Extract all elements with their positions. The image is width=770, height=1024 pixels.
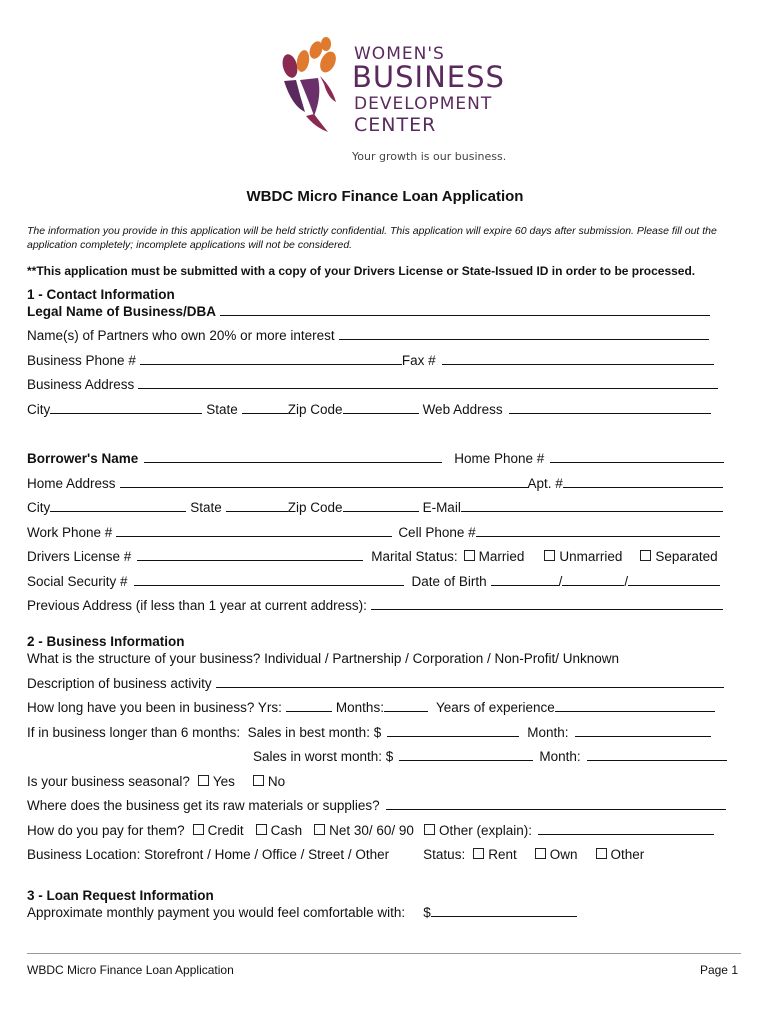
- cell-phone-label: Cell Phone #: [398, 525, 476, 540]
- unmarried-label: Unmarried: [559, 549, 623, 564]
- seasonal-row: [27, 774, 285, 789]
- work-phone-row: [27, 525, 720, 540]
- best-month-label: If in business longer than 6 months: Sales in best month: $: [27, 725, 382, 740]
- description-field[interactable]: [216, 686, 724, 688]
- business-state-field[interactable]: [242, 412, 288, 414]
- worst-month-month-label: Month:: [539, 749, 581, 764]
- dob-day-field[interactable]: [562, 584, 624, 586]
- business-address-field[interactable]: [138, 387, 718, 389]
- home-phone-label: Home Phone #: [454, 451, 545, 466]
- description-row: [27, 676, 724, 691]
- seasonal-yes-label: Yes: [212, 774, 235, 789]
- section-business-title: 2 - Business Information: [27, 634, 185, 649]
- dob-slash-2: /: [624, 574, 629, 589]
- business-state-label: State: [206, 402, 238, 417]
- raw-materials-label: Where does the business get its raw materials or supplies?: [27, 798, 380, 813]
- married-checkbox[interactable]: [464, 550, 475, 561]
- partners-label: Name(s) of Partners who own 20% or more interest: [27, 328, 335, 343]
- borrower-name-field[interactable]: [144, 461, 442, 463]
- logo-line-business: BUSINESS: [352, 60, 505, 94]
- monthly-payment-label: Approximate monthly payment you would feel comfortable with:: [27, 905, 406, 920]
- description-label: Description of business activity: [27, 676, 212, 691]
- best-month-month-label: Month:: [527, 725, 569, 740]
- location-label[interactable]: Business Location: Storefront / Home / Office / Street / Other: [27, 847, 390, 862]
- ssn-label: Social Security #: [27, 574, 128, 589]
- best-month-month-field[interactable]: [575, 735, 711, 737]
- worst-month-month-field[interactable]: [587, 759, 727, 761]
- ssn-field[interactable]: [134, 584, 404, 586]
- business-phone-label: Business Phone #: [27, 353, 136, 368]
- home-state-label: State: [190, 500, 222, 515]
- logo-tagline: Your growth is our business.: [352, 150, 507, 163]
- months-label: Months:: [335, 700, 384, 715]
- years-experience-label: Years of experience: [435, 700, 555, 715]
- email-field[interactable]: [461, 510, 723, 512]
- seasonal-no-label: No: [267, 774, 286, 789]
- credit-label: Credit: [207, 823, 244, 838]
- seasonal-yes-checkbox[interactable]: [198, 775, 209, 786]
- previous-address-label: Previous Address (if less than 1 year at current address):: [27, 598, 367, 613]
- logo-line-development: DEVELOPMENT: [354, 94, 493, 114]
- married-label: Married: [478, 549, 525, 564]
- drivers-license-label: Drivers License #: [27, 549, 132, 564]
- net-terms-checkbox[interactable]: [314, 824, 325, 835]
- best-month-sales-field[interactable]: [387, 735, 519, 737]
- previous-address-field[interactable]: [371, 608, 723, 610]
- separated-checkbox[interactable]: [640, 550, 651, 561]
- intro-text: The information you provide in this application will be held strictly confidential. This application will expire 60 days after submission. Please fill out the application completely; incomplete applications will not be considered.: [27, 225, 717, 251]
- status-label: Status:: [423, 847, 466, 862]
- web-address-field[interactable]: [509, 412, 711, 414]
- home-city-field[interactable]: [50, 510, 186, 512]
- rent-checkbox[interactable]: [473, 848, 484, 859]
- drivers-license-field[interactable]: [137, 559, 363, 561]
- years-experience-field[interactable]: [555, 710, 715, 712]
- location-row: [27, 847, 644, 862]
- marital-status-label: Marital Status:: [371, 549, 458, 564]
- worst-month-sales-field[interactable]: [399, 759, 533, 761]
- business-city-field[interactable]: [50, 412, 202, 414]
- separated-label: Separated: [655, 549, 718, 564]
- business-city-row: [27, 402, 711, 417]
- work-phone-field[interactable]: [116, 535, 392, 537]
- business-city-label: City: [27, 402, 51, 417]
- previous-address-row: [27, 598, 723, 613]
- how-long-row: [27, 700, 715, 715]
- seasonal-no-checkbox[interactable]: [253, 775, 264, 786]
- seasonal-label: Is your business seasonal?: [27, 774, 190, 789]
- logo-line-center: CENTER: [354, 114, 437, 136]
- structure-label[interactable]: What is the structure of your business? Individual / Partnership / Corporation / Non-Profit/ Unknown: [27, 651, 620, 666]
- page-number: Page 1: [699, 963, 738, 977]
- rent-label: Rent: [488, 847, 517, 862]
- worst-month-row: [253, 749, 727, 764]
- footer-divider: [27, 953, 741, 954]
- email-label: E-Mail: [422, 500, 461, 515]
- monthly-payment-field[interactable]: [431, 915, 577, 917]
- other-payment-checkbox[interactable]: [424, 824, 435, 835]
- business-address-label: Business Address: [27, 377, 135, 392]
- legal-name-field[interactable]: [220, 314, 710, 316]
- dob-label: Date of Birth: [411, 574, 487, 589]
- dob-month-field[interactable]: [491, 584, 559, 586]
- fax-label: Fax #: [401, 353, 436, 368]
- unmarried-checkbox[interactable]: [544, 550, 555, 561]
- home-zip-field[interactable]: [343, 510, 419, 512]
- partners-row: [27, 328, 709, 343]
- own-checkbox[interactable]: [535, 848, 546, 859]
- home-zip-label: Zip Code: [287, 500, 343, 515]
- legal-name-row: [27, 304, 710, 319]
- business-address-row: [27, 377, 718, 392]
- years-field[interactable]: [286, 710, 332, 712]
- other-status-label: Other: [610, 847, 645, 862]
- payment-method-label: How do you pay for them?: [27, 823, 185, 838]
- net-terms-label: Net 30/ 60/ 90: [329, 823, 414, 838]
- home-address-label: Home Address: [27, 476, 116, 491]
- structure-row: [27, 651, 619, 666]
- home-phone-field[interactable]: [550, 461, 724, 463]
- other-status-checkbox[interactable]: [596, 848, 607, 859]
- borrower-name-label: Borrower's Name: [27, 451, 139, 466]
- cash-label: Cash: [270, 823, 303, 838]
- raw-materials-row: [27, 798, 726, 813]
- home-city-label: City: [27, 500, 51, 515]
- fax-field[interactable]: [442, 363, 714, 365]
- business-zip-field[interactable]: [343, 412, 419, 414]
- business-phone-field[interactable]: [140, 363, 402, 365]
- apt-label: Apt. #: [527, 476, 563, 491]
- home-address-row: [27, 476, 723, 491]
- dob-slash-1: /: [558, 574, 563, 589]
- id-notice: **This application must be submitted with a copy of your Drivers License or State-Issued ID in order to be processed.: [27, 264, 696, 278]
- dob-year-field[interactable]: [628, 584, 720, 586]
- web-address-label: Web Address: [422, 402, 503, 417]
- months-field[interactable]: [384, 710, 428, 712]
- apt-field[interactable]: [563, 486, 723, 488]
- logo-line-womens: WOMEN'S: [354, 44, 445, 64]
- ssn-row: [27, 574, 720, 589]
- partners-field[interactable]: [339, 338, 709, 340]
- own-label: Own: [549, 847, 578, 862]
- monthly-payment-row: [27, 905, 577, 920]
- other-explain-field[interactable]: [538, 833, 714, 835]
- page-title: WBDC Micro Finance Loan Application: [246, 188, 524, 205]
- payment-method-row: [27, 823, 714, 838]
- business-zip-label: Zip Code: [287, 402, 343, 417]
- home-city-row: [27, 500, 723, 515]
- work-phone-label: Work Phone #: [27, 525, 113, 540]
- best-month-row: [27, 725, 711, 740]
- borrower-name-row: [27, 451, 724, 466]
- section-contact-title: 1 - Contact Information: [27, 287, 175, 302]
- legal-name-label: Legal Name of Business/DBA: [27, 304, 217, 319]
- raw-materials-field[interactable]: [386, 808, 726, 810]
- home-state-field[interactable]: [226, 510, 288, 512]
- cell-phone-field[interactable]: [476, 535, 720, 537]
- credit-checkbox[interactable]: [193, 824, 204, 835]
- monthly-payment-dollar: $: [423, 905, 431, 920]
- other-explain-label: Other (explain):: [438, 823, 532, 838]
- how-long-label: How long have you been in business? Yrs:: [27, 700, 282, 715]
- worst-month-label: Sales in worst month: $: [253, 749, 394, 764]
- footer-title: WBDC Micro Finance Loan Application: [27, 963, 234, 977]
- home-address-field[interactable]: [120, 486, 528, 488]
- drivers-license-row: [27, 549, 718, 564]
- section-loan-title: 3 - Loan Request Information: [27, 888, 214, 903]
- cash-checkbox[interactable]: [256, 824, 267, 835]
- business-phone-row: [27, 353, 714, 368]
